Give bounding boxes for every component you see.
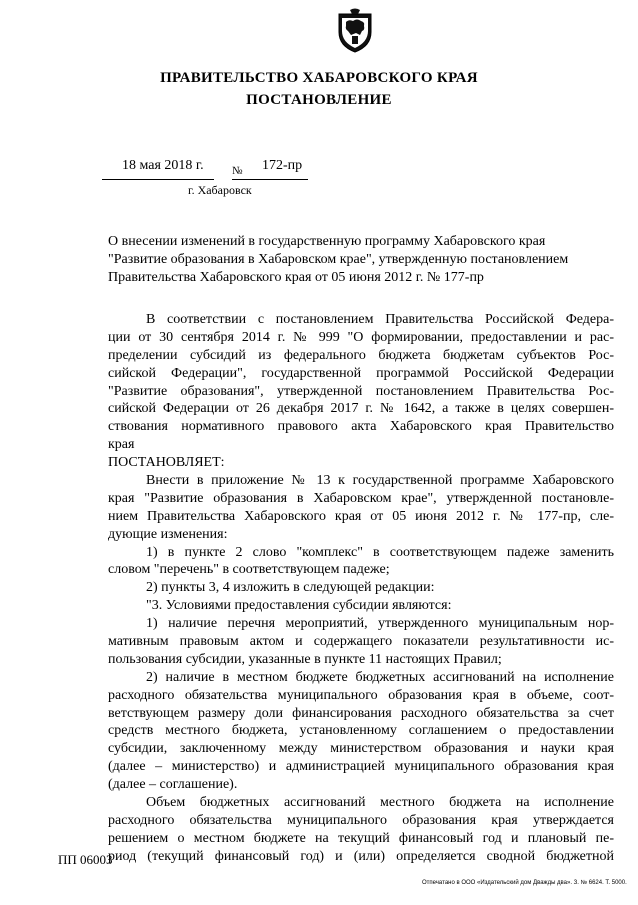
subject-line: "Развитие образования в Хабаровском крае", утвержденную постановлением (108, 251, 569, 267)
document-subject (108, 233, 616, 287)
document-city: г. Хабаровск (188, 183, 252, 197)
body-line: нием Правительства Хабаровского края от 05 июня 2012 г. № 177-пр, сле- (108, 508, 614, 524)
body-line: пользования субсидии, указанные в пункте 11 настоящих Правил; (108, 651, 502, 667)
body-line: (далее – министерство) и администрацией муниципального образования края (108, 759, 614, 775)
document-date: 18 мая 2018 г. (122, 158, 204, 173)
body-line: средств местного бюджета, установленному соглашением о предоставлении (108, 723, 614, 739)
body-line: мативным правовым актом и содержащего показатели результативности ис- (108, 634, 614, 650)
body-line: ПОСТАНОВЛЯЕТ: (108, 455, 225, 471)
document-code: ПП 06003 (58, 852, 113, 867)
body-line: сийской Федерации", государственной программой Российской Федерации (108, 365, 614, 381)
body-line: "Развитие образования", утвержденной постановлением Правительства Рос- (108, 383, 614, 399)
body-line: 2) наличие в местном бюджете бюджетных ассигнований на исполнение (146, 669, 614, 685)
body-line: В соответствии с постановлением Правительства Российской Федера- (146, 312, 614, 327)
khabarovsk-coat-of-arms-icon (336, 8, 374, 54)
body-line: 1) наличие перечня мероприятий, утвержденного муниципальным нор- (146, 616, 614, 632)
body-line: словом "перечень" в соответствующем падеже; (108, 562, 390, 578)
body-line: ветствующем размеру доли финансирования расходного обязательства за счет (108, 705, 614, 721)
body-line: ции от 30 сентября 2014 г. № 999 "О формировании, предоставлении и рас- (108, 329, 614, 345)
body-line: "3. Условиями предоставления субсидии являются: (146, 598, 452, 614)
body-line: субсидии, заключенному между министерством образования и науки края (108, 741, 614, 757)
body-line: Объем бюджетных ассигнований местного бюджета на исполнение (146, 795, 614, 811)
body-line: расходного обязательства муниципального образования края в объеме, соот- (108, 687, 614, 703)
document-body (108, 311, 614, 866)
document-number: 172-пр (262, 158, 303, 173)
number-underline (232, 179, 308, 180)
body-line: ствования нормативного правового акта Хабаровского края Правительство (108, 419, 614, 435)
body-line: сийской Федерации от 26 декабря 2017 г. № 1642, а также в целях совершен- (108, 401, 614, 417)
printer-note: Отпечатано в ООО «Издательский дом Дважды два». З. № 6624. Т. 5000. (422, 880, 627, 886)
body-line: 1) в пункте 2 слово "комплекс" в соответствующем падеже заменить (146, 544, 614, 560)
date-underline (102, 179, 214, 180)
body-line: края "Развитие образования в Хабаровском крае", утвержденной постановле- (108, 490, 614, 506)
body-line: края (108, 437, 135, 453)
body-line: (далее – соглашение). (108, 777, 238, 793)
document-type: ПОСТАНОВЛЕНИЕ (246, 92, 392, 108)
body-line: расходного обязательства муниципального образования края утверждается (108, 812, 614, 828)
subject-line: О внесении изменений в государственную программу Хабаровского края (108, 234, 546, 249)
number-sign: № (232, 165, 243, 177)
government-title: ПРАВИТЕЛЬСТВО ХАБАРОВСКОГО КРАЯ (160, 70, 478, 86)
body-line: 2) пункты 3, 4 изложить в следующей редакции: (146, 580, 435, 596)
body-line: Внести в приложение № 13 к государственной программе Хабаровского (146, 473, 614, 489)
subject-line: Правительства Хабаровского края от 05 июня 2012 г. № 177-пр (108, 269, 484, 285)
body-line: пределении субсидий из федерального бюджета бюджетам субъектов Рос- (108, 347, 614, 363)
body-line: решением о местном бюджете на текущий финансовый год и плановый пе- (108, 830, 614, 846)
body-line: дующие изменения: (108, 526, 228, 542)
body-line: риод (текущий финансовый год) и (или) определяется сводной бюджетной (108, 848, 614, 864)
